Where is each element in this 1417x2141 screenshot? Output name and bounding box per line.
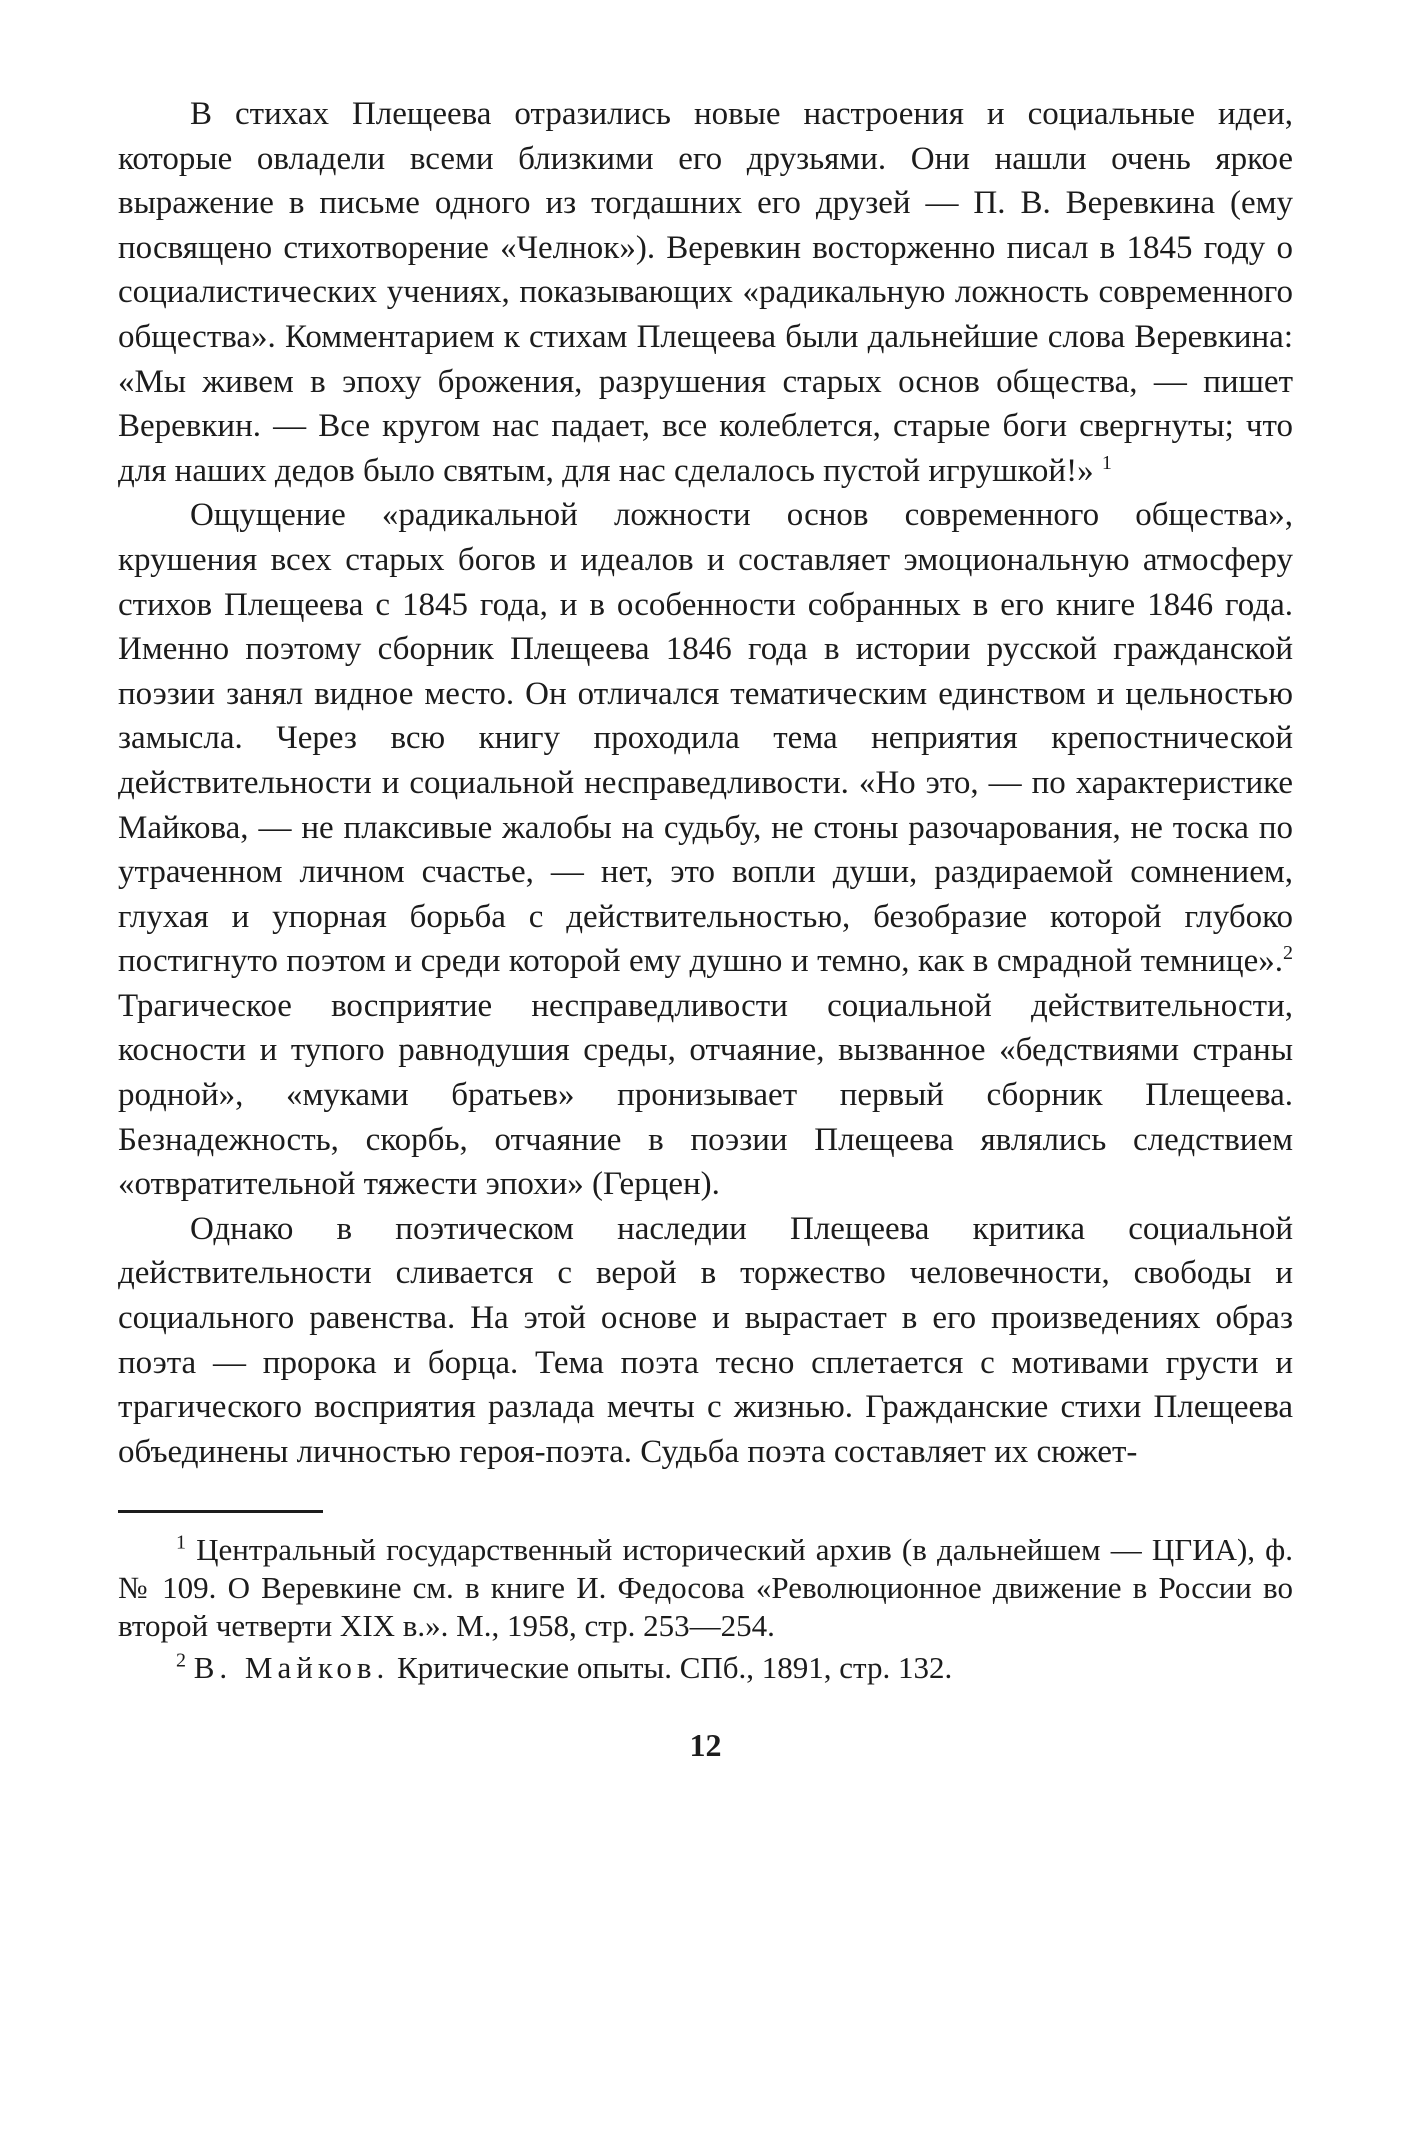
footnote-mark-2: 2 — [176, 1650, 186, 1673]
footnote-2-author: В. Майков. — [193, 1650, 390, 1686]
paragraph-3-text: Однако в поэтическом наследии Плещеева критика социальной действительности сливается с верой в торжество человечности, свободы и социального равенства. На этой основе и вырастает в его произведениях образ поэта — пророка и борца. Тема поэта тесно сплетается с мотивами грусти и трагического восприятия разлада мечты с жизнью. Гражданские стихи Плещеева объединены личностью героя-поэта. Судьба поэта составляет их сюжет- — [118, 1210, 1293, 1470]
page-number: 12 — [689, 1727, 722, 1764]
book-page — [118, 92, 1293, 1768]
paragraph-3 — [118, 1207, 1293, 1475]
paragraph-2-tail: Трагическое восприятие несправедливости социальной действительности, косности и тупого равнодушия среды, отчаяние, вызванное «бедствиями страны родной», «муками братьев» пронизывает первый сборник Плещеева. Безнадежность, скорбь, отчаяние в поэзии Плещеева являлись следствием «отвратительной тяжести эпохи» (Герцен). — [118, 987, 1293, 1203]
footnote-2 — [118, 1649, 1293, 1687]
footnote-ref-2: 2 — [1283, 942, 1293, 965]
footnote-1 — [118, 1531, 1293, 1645]
footnote-divider — [118, 1510, 323, 1513]
footnotes — [118, 1531, 1293, 1687]
footnote-mark-1: 1 — [176, 1532, 186, 1555]
footnote-1-text: Центральный государственный исторический архив (в дальнейшем — ЦГИА), ф. № 109. О Веревкине см. в книге И. Федосова «Революционное движение в России во второй четверти XIX в.». М., 1958, стр. 253—254. — [118, 1532, 1294, 1644]
footnote-ref-1: 1 — [1101, 451, 1112, 474]
paragraph-2-text: Ощущение «радикальной ложности основ современного общества», крушения всех старых богов и идеалов и составляет эмоциональную атмосферу стихов Плещеева с 1845 года, и в особенности собранных в его книге 1846 года. Именно поэтому сборник Плещеева 1846 года в истории русской гражданской поэзии занял видное место. Он отличался тематическим единством и цельностью замысла. Через всю книгу проходила тема неприятия крепостнической действительности и социальной несправедливости. «Но это, — по характеристике Майкова, — не плаксивые жалобы на судьбу, не стоны разочарования, не тоска по утраченном личном счастье, — нет, это вопли души, раздираемой сомнением, глухая и упорная борьба с действительностью, безобразие которой глубоко постигнуто поэтом и среди которой ему душно и темно, как в смрадной темнице». — [118, 497, 1293, 980]
paragraph-2 — [118, 493, 1293, 1207]
paragraph-1 — [118, 92, 1293, 493]
paragraph-1-text: В стихах Плещеева отразились новые настроения и социальные идеи, которые овладели всеми близкими его друзьями. Они нашли очень яркое выражение в письме одного из тогдашних его друзей — П. В. Веревкина (ему посвящено стихотворение «Челнок»). Веревкин восторженно писал в 1845 году о социалистических учениях, показывающих «радикальную ложность современного общества». Комментарием к стихам Плещеева были дальнейшие слова Веревкина: «Мы живем в эпоху брожения, разрушения старых основ общества, — пишет Веревкин. — Все кругом нас падает, все колеблется, старые боги свергнуты; что для наших дедов было святым, для нас сделалось пустой игрушкой!» — [118, 96, 1293, 489]
footnote-2-text: Критические опыты. СПб., 1891, стр. 132. — [396, 1650, 953, 1686]
